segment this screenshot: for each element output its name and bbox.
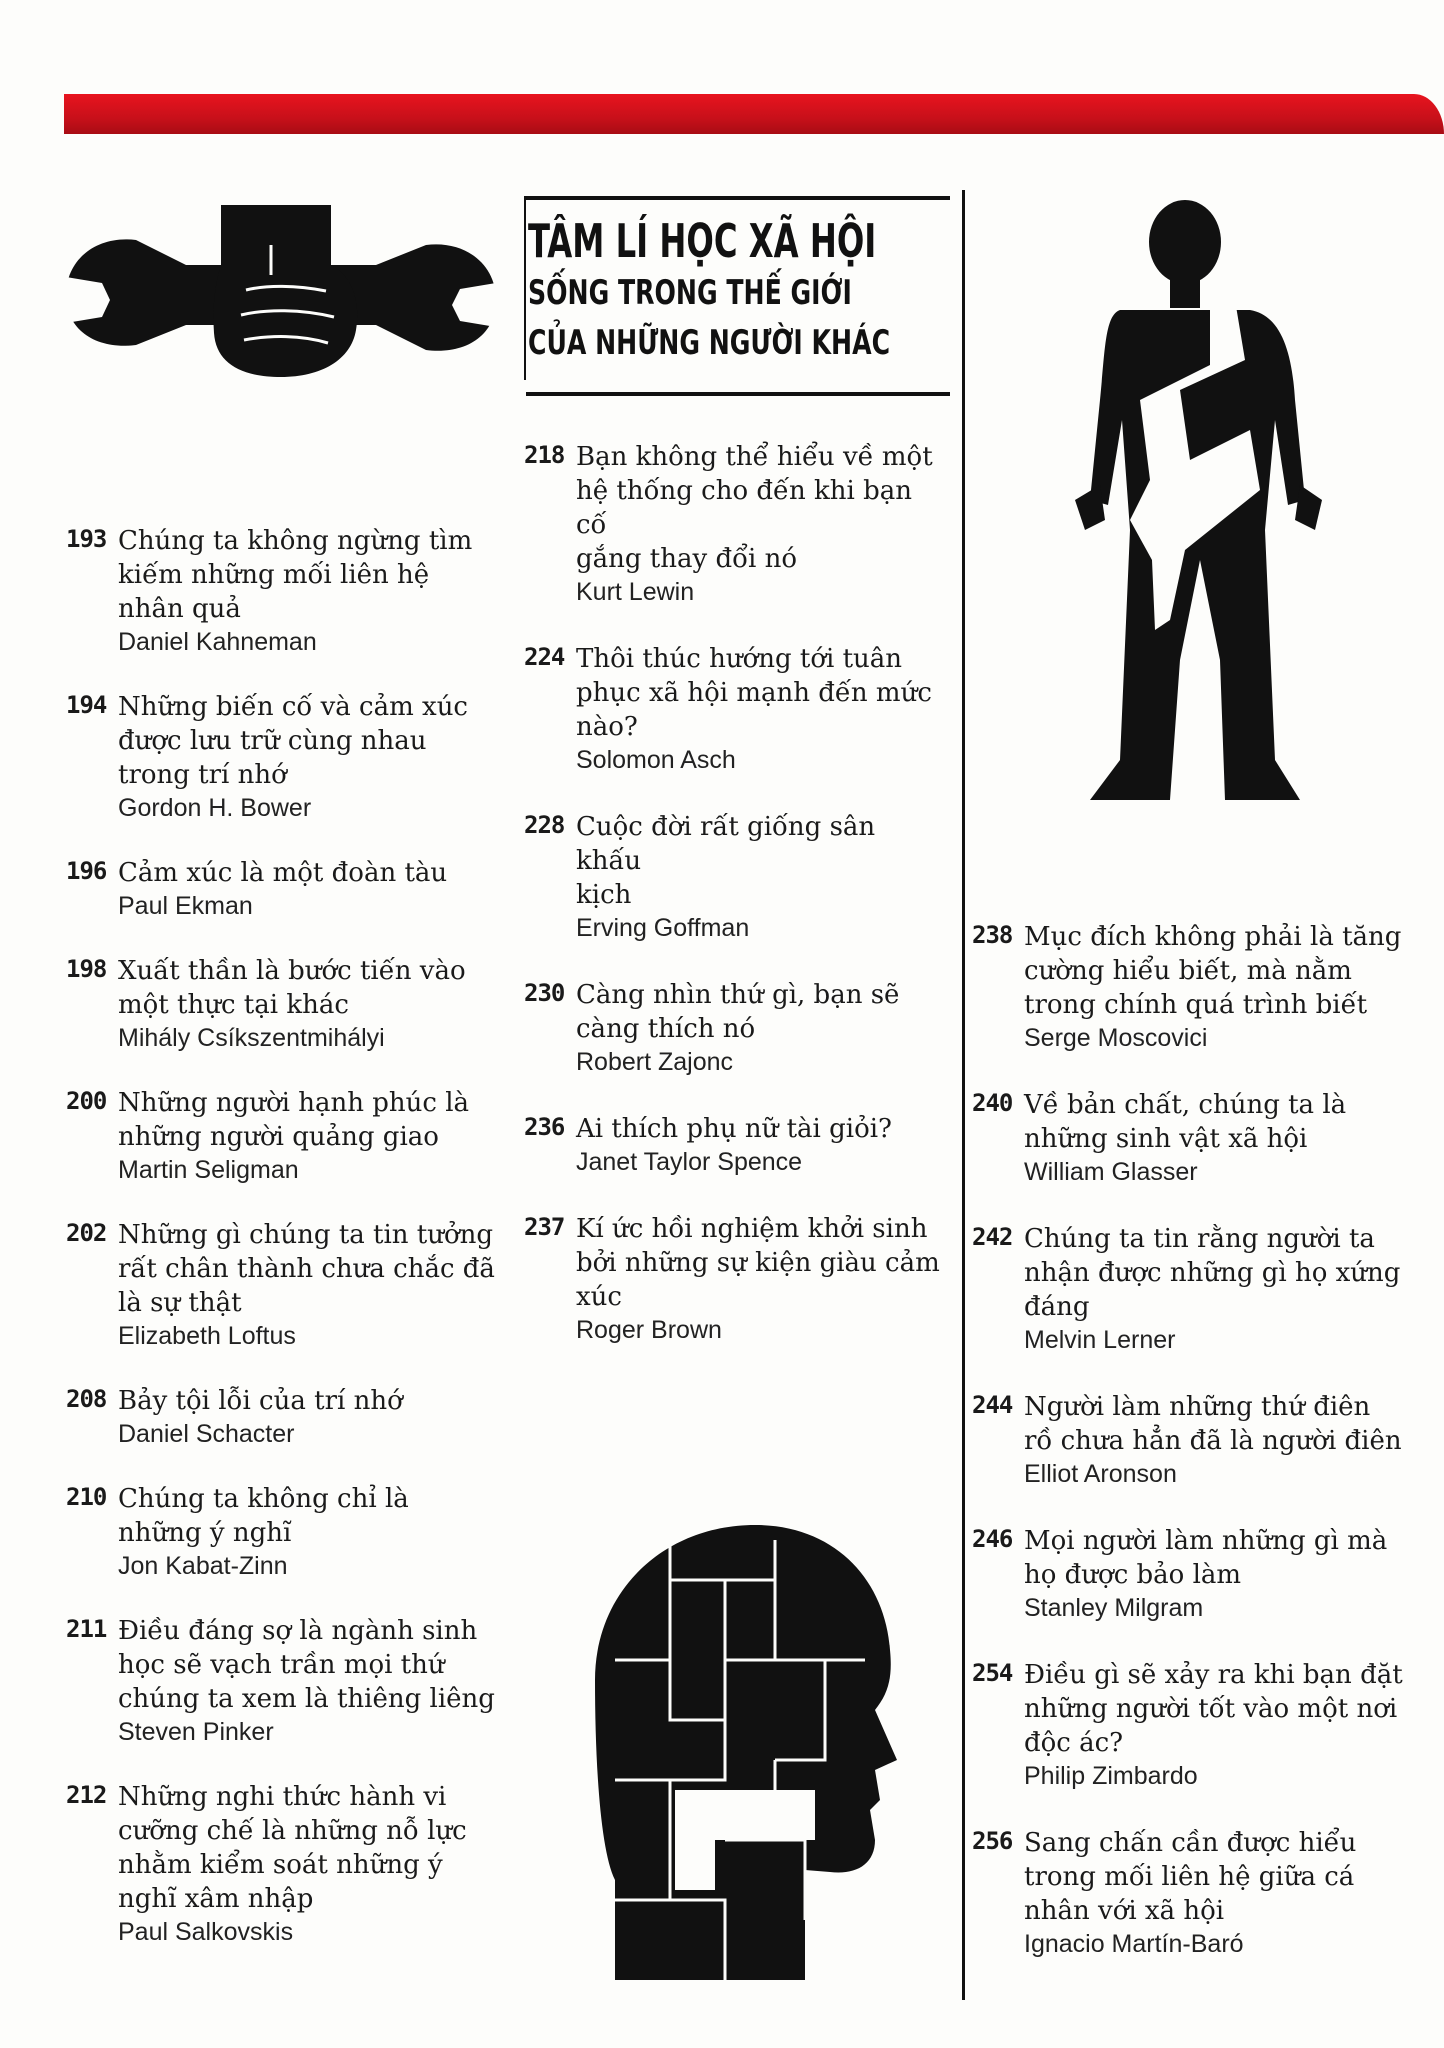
standing-man-illustration	[1060, 200, 1340, 820]
page-number: 198	[66, 955, 107, 983]
page-number: 212	[66, 1781, 107, 1809]
entry-title-line: Người làm những thứ điên	[1024, 1392, 1371, 1422]
contents-entry	[524, 440, 944, 608]
entry-title-line: Mọi người làm những gì mà	[1024, 1526, 1388, 1556]
section-title: TÂM LÍ HỌC XÃ HỘI	[528, 214, 877, 268]
entry-title	[118, 1218, 506, 1320]
page-number: 228	[524, 811, 565, 839]
section-heading	[524, 196, 950, 380]
page-number: 246	[972, 1525, 1013, 1553]
entry-title	[576, 440, 944, 576]
entry-title-line: rất chân thành chưa chắc đã	[118, 1254, 495, 1284]
entry-author: Gordon H. Bower	[118, 794, 312, 822]
entry-author: Daniel Schacter	[118, 1420, 295, 1448]
page-number: 200	[66, 1087, 107, 1115]
entry-title-line: họ được bảo làm	[1024, 1560, 1242, 1590]
entry-title-line: xúc	[576, 1282, 622, 1312]
entry-title-line: Thôi thúc hướng tới tuân	[576, 644, 903, 674]
header-red-band	[64, 94, 1444, 134]
entry-author: Paul Ekman	[118, 892, 253, 920]
contents-entry	[66, 1780, 506, 1948]
entry-title	[1024, 1524, 1432, 1592]
middle-column	[524, 440, 944, 1380]
page-number: 242	[972, 1223, 1013, 1251]
entry-author: Roger Brown	[576, 1316, 722, 1344]
entry-author: Serge Moscovici	[1024, 1024, 1208, 1052]
entry-author: Robert Zajonc	[576, 1048, 734, 1076]
entry-author: Elliot Aronson	[1024, 1460, 1177, 1488]
contents-entry	[66, 1218, 506, 1352]
entry-title-line: Sang chấn cần được hiểu	[1024, 1828, 1357, 1858]
entry-author: Melvin Lerner	[1024, 1326, 1176, 1354]
page-number: 240	[972, 1089, 1013, 1117]
entry-title-line: hệ thống cho đến khi bạn cố	[576, 476, 912, 540]
entry-title-line: Kí ức hồi nghiệm khởi sinh	[576, 1214, 928, 1244]
entry-author: Martin Seligman	[118, 1156, 299, 1184]
page-number: 208	[66, 1385, 107, 1413]
entry-title-line: nào?	[576, 712, 638, 742]
entry-title-line: trong mối liên hệ giữa cá	[1024, 1862, 1355, 1892]
entry-author: Erving Goffman	[576, 914, 750, 942]
entry-author: Solomon Asch	[576, 746, 736, 774]
entry-title-line: Mục đích không phải là tăng	[1024, 922, 1402, 952]
column-divider	[962, 190, 965, 2000]
entry-title	[1024, 1390, 1432, 1458]
contents-entry	[524, 1112, 944, 1178]
entry-title-line: nhân với xã hội	[1024, 1896, 1225, 1926]
entry-title-line: Bảy tội lỗi của trí nhớ	[118, 1386, 403, 1416]
entry-title-line: rồ chưa hẳn đã là người điên	[1024, 1426, 1402, 1456]
entry-title	[576, 978, 944, 1046]
section-subtitle-line2: CỦA NHỮNG NGƯỜI KHÁC	[528, 323, 891, 363]
entry-title-line: là sự thật	[118, 1288, 242, 1318]
entry-title	[118, 1086, 506, 1154]
entry-title	[576, 810, 944, 912]
entry-title-line: bởi những sự kiện giàu cảm	[576, 1248, 940, 1278]
entry-title-line: Những người hạnh phúc là	[118, 1088, 470, 1118]
entry-title	[1024, 1658, 1432, 1760]
entry-title-line: Ai thích phụ nữ tài giỏi?	[576, 1114, 892, 1144]
page-number: 210	[66, 1483, 107, 1511]
entry-author: Daniel Kahneman	[118, 628, 317, 656]
entry-title	[118, 1614, 506, 1716]
contents-entry	[66, 856, 506, 922]
page-number: 196	[66, 857, 107, 885]
page-number: 194	[66, 691, 107, 719]
entry-author: William Glasser	[1024, 1158, 1198, 1186]
contents-entry	[524, 978, 944, 1078]
page-number: 211	[66, 1615, 107, 1643]
entry-author: Jon Kabat-Zinn	[118, 1552, 288, 1580]
entry-title	[118, 524, 506, 626]
entry-title-line: gắng thay đổi nó	[576, 544, 797, 574]
head-maze-illustration	[575, 1520, 905, 1980]
entry-title-line: Chúng ta không chỉ là	[118, 1484, 409, 1514]
entry-title	[1024, 1826, 1432, 1928]
entry-title-line: nghĩ xâm nhập	[118, 1884, 314, 1914]
entry-title-line: Bạn không thể hiểu về một	[576, 442, 933, 472]
right-column	[972, 920, 1432, 1994]
contents-entry	[972, 1088, 1432, 1188]
entry-title-line: càng thích nó	[576, 1014, 756, 1044]
contents-entry	[524, 810, 944, 944]
contents-entry	[66, 524, 506, 658]
entry-title-line: một thực tại khác	[118, 990, 349, 1020]
contents-entry	[524, 642, 944, 776]
page-number: 224	[524, 643, 565, 671]
entry-title-line: trong chính quá trình biết	[1024, 990, 1368, 1020]
entry-title	[118, 954, 506, 1022]
entry-title	[118, 1482, 506, 1550]
entry-title	[1024, 1222, 1432, 1324]
entry-title-line: Càng nhìn thứ gì, bạn sẽ	[576, 980, 900, 1010]
entry-title-line: phục xã hội mạnh đến mức	[576, 678, 932, 708]
entry-author: Janet Taylor Spence	[576, 1148, 803, 1176]
entry-title-line: Chúng ta không ngừng tìm	[118, 526, 473, 556]
entry-title-line: học sẽ vạch trần mọi thứ	[118, 1650, 445, 1680]
entry-title-line: những người tốt vào một nơi	[1024, 1694, 1398, 1724]
entry-title-line: cường hiểu biết, mà nằm	[1024, 956, 1352, 986]
page-number: 202	[66, 1219, 107, 1247]
entry-author: Paul Salkovskis	[118, 1918, 294, 1946]
entry-title-line: Những gì chúng ta tin tưởng	[118, 1220, 494, 1250]
contents-entry	[66, 1086, 506, 1186]
entry-title-line: được lưu trữ cùng nhau	[118, 726, 427, 756]
entry-title-line: nhằm kiểm soát những ý	[118, 1850, 443, 1880]
entry-title	[1024, 1088, 1432, 1156]
entry-title-line: Những biến cố và cảm xúc	[118, 692, 468, 722]
contents-entry	[972, 1390, 1432, 1490]
section-subtitle-line1: SỐNG TRONG THẾ GIỚI	[528, 273, 852, 313]
entry-title-line: những người quảng giao	[118, 1122, 439, 1152]
entry-title	[118, 856, 506, 890]
left-column	[66, 524, 506, 1980]
entry-title-line: đáng	[1024, 1292, 1090, 1322]
entry-title	[118, 1780, 506, 1916]
entry-author: Steven Pinker	[118, 1718, 274, 1746]
page-number: 218	[524, 441, 565, 469]
page-number: 230	[524, 979, 565, 1007]
entry-title-line: Điều gì sẽ xảy ra khi bạn đặt	[1024, 1660, 1403, 1690]
entry-title-line: Xuất thần là bước tiến vào	[118, 956, 466, 986]
entry-title-line: Điều đáng sợ là ngành sinh	[118, 1616, 478, 1646]
contents-entry	[972, 1524, 1432, 1624]
contents-entry	[66, 1482, 506, 1582]
contents-entry	[972, 1826, 1432, 1960]
entry-author: Philip Zimbardo	[1024, 1762, 1198, 1790]
page-number: 236	[524, 1113, 565, 1141]
contents-entry	[972, 1658, 1432, 1792]
contents-entry	[66, 954, 506, 1054]
page-number: 193	[66, 525, 107, 553]
entry-author: Kurt Lewin	[576, 578, 695, 606]
entry-author: Stanley Milgram	[1024, 1594, 1204, 1622]
entry-title	[576, 1112, 944, 1146]
contents-entry	[972, 920, 1432, 1054]
page-number: 238	[972, 921, 1013, 949]
page-number: 256	[972, 1827, 1013, 1855]
entry-title-line: độc ác?	[1024, 1728, 1124, 1758]
entry-title-line: cưỡng chế là những nỗ lực	[118, 1816, 467, 1846]
entry-title-line: những sinh vật xã hội	[1024, 1124, 1308, 1154]
wrench-hand-illustration	[66, 205, 496, 435]
contents-entry	[66, 690, 506, 824]
entry-author: Mihály Csíkszentmihályi	[118, 1024, 385, 1052]
entry-title-line: nhân quả	[118, 594, 241, 624]
entry-author: Elizabeth Loftus	[118, 1322, 296, 1350]
page-number: 237	[524, 1213, 565, 1241]
entry-title-line: kiếm những mối liên hệ	[118, 560, 430, 590]
entry-title-line: trong trí nhớ	[118, 760, 287, 790]
contents-entry	[972, 1222, 1432, 1356]
entry-title-line: Những nghi thức hành vi	[118, 1782, 447, 1812]
entry-title-line: Về bản chất, chúng ta là	[1024, 1090, 1347, 1120]
entry-title-line: Cảm xúc là một đoàn tàu	[118, 858, 448, 888]
entry-title-line: những ý nghĩ	[118, 1518, 292, 1548]
entry-author: Ignacio Martín-Baró	[1024, 1930, 1244, 1958]
entry-title-line: chúng ta xem là thiêng liêng	[118, 1684, 495, 1714]
entry-title	[118, 690, 506, 792]
contents-entry	[66, 1614, 506, 1748]
entry-title	[118, 1384, 506, 1418]
contents-entry	[524, 1212, 944, 1346]
entry-title-line: nhận được những gì họ xứng	[1024, 1258, 1401, 1288]
entry-title	[576, 1212, 944, 1314]
entry-title	[576, 642, 944, 744]
entry-title	[1024, 920, 1432, 1022]
entry-title-line: Cuộc đời rất giống sân khấu	[576, 812, 876, 876]
entry-title-line: Chúng ta tin rằng người ta	[1024, 1224, 1375, 1254]
page-number: 244	[972, 1391, 1013, 1419]
contents-entry	[66, 1384, 506, 1450]
entry-title-line: kịch	[576, 880, 632, 910]
page-number: 254	[972, 1659, 1013, 1687]
